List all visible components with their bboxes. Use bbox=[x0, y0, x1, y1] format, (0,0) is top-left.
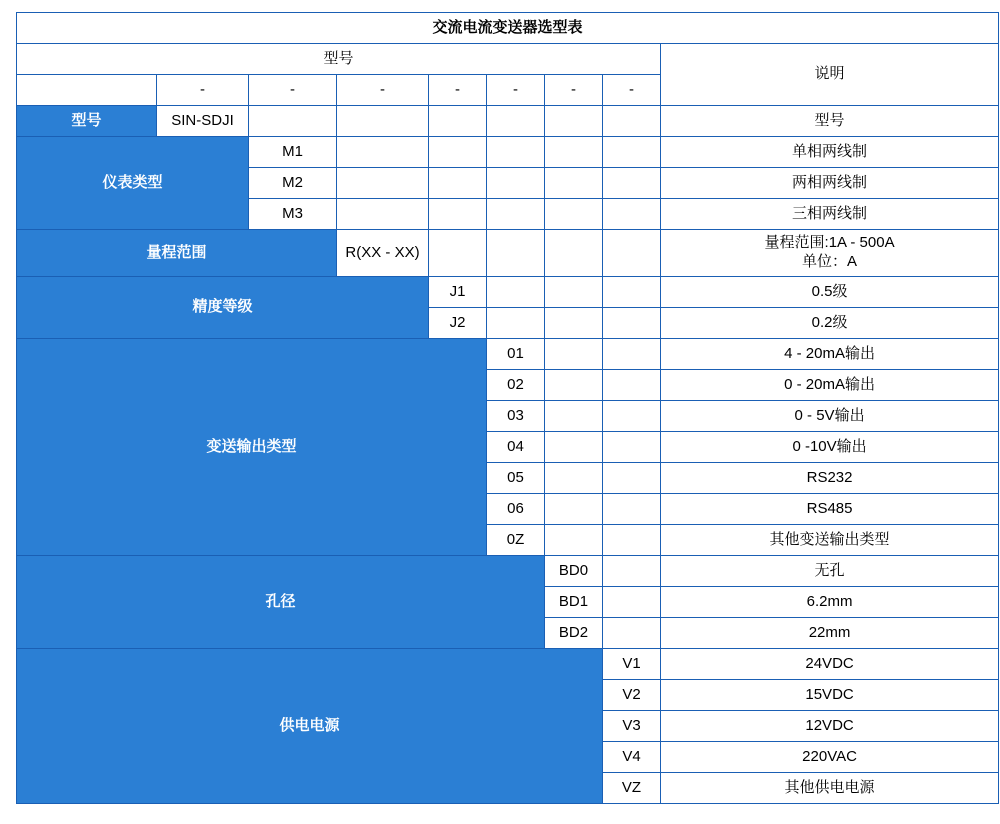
spacer-h bbox=[603, 106, 661, 137]
spacer-g bbox=[545, 401, 603, 432]
desc-output-05: RS232 bbox=[661, 463, 999, 494]
dash-cell-7: - bbox=[603, 75, 661, 106]
code-aperture-bd0: BD0 bbox=[545, 556, 603, 587]
desc-output-02: 0 - 20mA输出 bbox=[661, 370, 999, 401]
table-header-group-row bbox=[17, 44, 999, 75]
spacer-f bbox=[487, 308, 545, 339]
desc-output-03: 0 - 5V输出 bbox=[661, 401, 999, 432]
spacer-g bbox=[545, 277, 603, 308]
spacer-g bbox=[545, 308, 603, 339]
code-output-02: 02 bbox=[487, 370, 545, 401]
code-output-0z: 0Z bbox=[487, 525, 545, 556]
spacer-g bbox=[545, 432, 603, 463]
category-power-supply: 供电电源 bbox=[17, 649, 603, 804]
spacer-g bbox=[545, 463, 603, 494]
dash-cell-3: - bbox=[337, 75, 429, 106]
desc-power-v4: 220VAC bbox=[661, 742, 999, 773]
spacer-e bbox=[429, 230, 487, 277]
code-accuracy-j2: J2 bbox=[429, 308, 487, 339]
spacer-d bbox=[337, 168, 429, 199]
desc-output-0z: 其他变送输出类型 bbox=[661, 525, 999, 556]
code-meter-m3: M3 bbox=[249, 199, 337, 230]
code-range: R(XX - XX) bbox=[337, 230, 429, 277]
spacer-h bbox=[603, 308, 661, 339]
desc-aperture-bd2: 22mm bbox=[661, 618, 999, 649]
spacer-g bbox=[545, 230, 603, 277]
spacer-e bbox=[429, 168, 487, 199]
code-aperture-bd2: BD2 bbox=[545, 618, 603, 649]
spacer-f bbox=[487, 106, 545, 137]
dash-cell-2: - bbox=[249, 75, 337, 106]
spacer-e bbox=[429, 137, 487, 168]
code-output-03: 03 bbox=[487, 401, 545, 432]
desc-output-04: 0 -10V输出 bbox=[661, 432, 999, 463]
spacer-h bbox=[603, 587, 661, 618]
category-meter-type: 仪表类型 bbox=[17, 137, 249, 230]
spacer-g bbox=[545, 168, 603, 199]
spacer-h bbox=[603, 432, 661, 463]
code-output-05: 05 bbox=[487, 463, 545, 494]
category-range: 量程范围 bbox=[17, 230, 337, 277]
spacer-g bbox=[545, 494, 603, 525]
desc-range-line1: 量程范围:1A - 500A bbox=[764, 234, 895, 252]
spacer-g bbox=[545, 106, 603, 137]
code-meter-m1: M1 bbox=[249, 137, 337, 168]
desc-range bbox=[661, 230, 999, 277]
code-power-v2: V2 bbox=[603, 680, 661, 711]
code-output-06: 06 bbox=[487, 494, 545, 525]
desc-meter-m3: 三相两线制 bbox=[661, 199, 999, 230]
spacer-h bbox=[603, 618, 661, 649]
desc-power-v3: 12VDC bbox=[661, 711, 999, 742]
dash-cell-6: - bbox=[545, 75, 603, 106]
dash-cell-4: - bbox=[429, 75, 487, 106]
spacer-g bbox=[545, 525, 603, 556]
desc-meter-m2: 两相两线制 bbox=[661, 168, 999, 199]
page-title: 交流电流变送器选型表 bbox=[17, 13, 999, 44]
model-group-label: 型号 bbox=[17, 44, 661, 75]
spacer-h bbox=[603, 556, 661, 587]
table-row bbox=[17, 339, 999, 370]
desc-power-v1: 24VDC bbox=[661, 649, 999, 680]
table-row bbox=[17, 649, 999, 680]
category-aperture: 孔径 bbox=[17, 556, 545, 649]
description-label: 说明 bbox=[661, 44, 999, 106]
code-output-04: 04 bbox=[487, 432, 545, 463]
code-power-v4: V4 bbox=[603, 742, 661, 773]
spacer-f bbox=[487, 199, 545, 230]
desc-output-01: 4 - 20mA输出 bbox=[661, 339, 999, 370]
spacer-h bbox=[603, 463, 661, 494]
dash-cell-5: - bbox=[487, 75, 545, 106]
spacer-e bbox=[429, 106, 487, 137]
spacer-h bbox=[603, 401, 661, 432]
spacer-f bbox=[487, 168, 545, 199]
spacer-f bbox=[487, 137, 545, 168]
spacer-g bbox=[545, 137, 603, 168]
spacer-h bbox=[603, 494, 661, 525]
selection-table bbox=[16, 12, 999, 804]
desc-meter-m1: 单相两线制 bbox=[661, 137, 999, 168]
code-accuracy-j1: J1 bbox=[429, 277, 487, 308]
category-output-type: 变送输出类型 bbox=[17, 339, 487, 556]
table-row bbox=[17, 556, 999, 587]
spacer-f bbox=[487, 277, 545, 308]
spacer-d bbox=[337, 137, 429, 168]
category-accuracy: 精度等级 bbox=[17, 277, 429, 339]
spacer-h bbox=[603, 199, 661, 230]
desc-accuracy-j2: 0.2级 bbox=[661, 308, 999, 339]
spacer-g bbox=[545, 339, 603, 370]
desc-output-06: RS485 bbox=[661, 494, 999, 525]
desc-accuracy-j1: 0.5级 bbox=[661, 277, 999, 308]
code-power-vz: VZ bbox=[603, 773, 661, 804]
spacer-d bbox=[337, 106, 429, 137]
desc-model: 型号 bbox=[661, 106, 999, 137]
code-output-01: 01 bbox=[487, 339, 545, 370]
desc-range-line2: 单位：A bbox=[802, 253, 858, 270]
spacer-h bbox=[603, 277, 661, 308]
spacer-h bbox=[603, 370, 661, 401]
desc-aperture-bd1: 6.2mm bbox=[661, 587, 999, 618]
spacer-h bbox=[603, 137, 661, 168]
table-row bbox=[17, 137, 999, 168]
desc-power-v2: 15VDC bbox=[661, 680, 999, 711]
spacer-h bbox=[603, 525, 661, 556]
table-row bbox=[17, 230, 999, 277]
dash-cell-1: - bbox=[157, 75, 249, 106]
table-row bbox=[17, 277, 999, 308]
spacer-c bbox=[249, 106, 337, 137]
dash-cell-0 bbox=[17, 75, 157, 106]
table-title-row bbox=[17, 13, 999, 44]
spacer-g bbox=[545, 199, 603, 230]
desc-power-vz: 其他供电电源 bbox=[661, 773, 999, 804]
desc-aperture-bd0: 无孔 bbox=[661, 556, 999, 587]
code-meter-m2: M2 bbox=[249, 168, 337, 199]
table-row bbox=[17, 106, 999, 137]
spacer-h bbox=[603, 230, 661, 277]
code-aperture-bd1: BD1 bbox=[545, 587, 603, 618]
spacer-h bbox=[603, 339, 661, 370]
spacer-d bbox=[337, 199, 429, 230]
code-power-v3: V3 bbox=[603, 711, 661, 742]
spacer-f bbox=[487, 230, 545, 277]
code-power-v1: V1 bbox=[603, 649, 661, 680]
spacer-g bbox=[545, 370, 603, 401]
spacer-h bbox=[603, 168, 661, 199]
code-model: SIN-SDJI bbox=[157, 106, 249, 137]
spacer-e bbox=[429, 199, 487, 230]
category-model: 型号 bbox=[17, 106, 157, 137]
